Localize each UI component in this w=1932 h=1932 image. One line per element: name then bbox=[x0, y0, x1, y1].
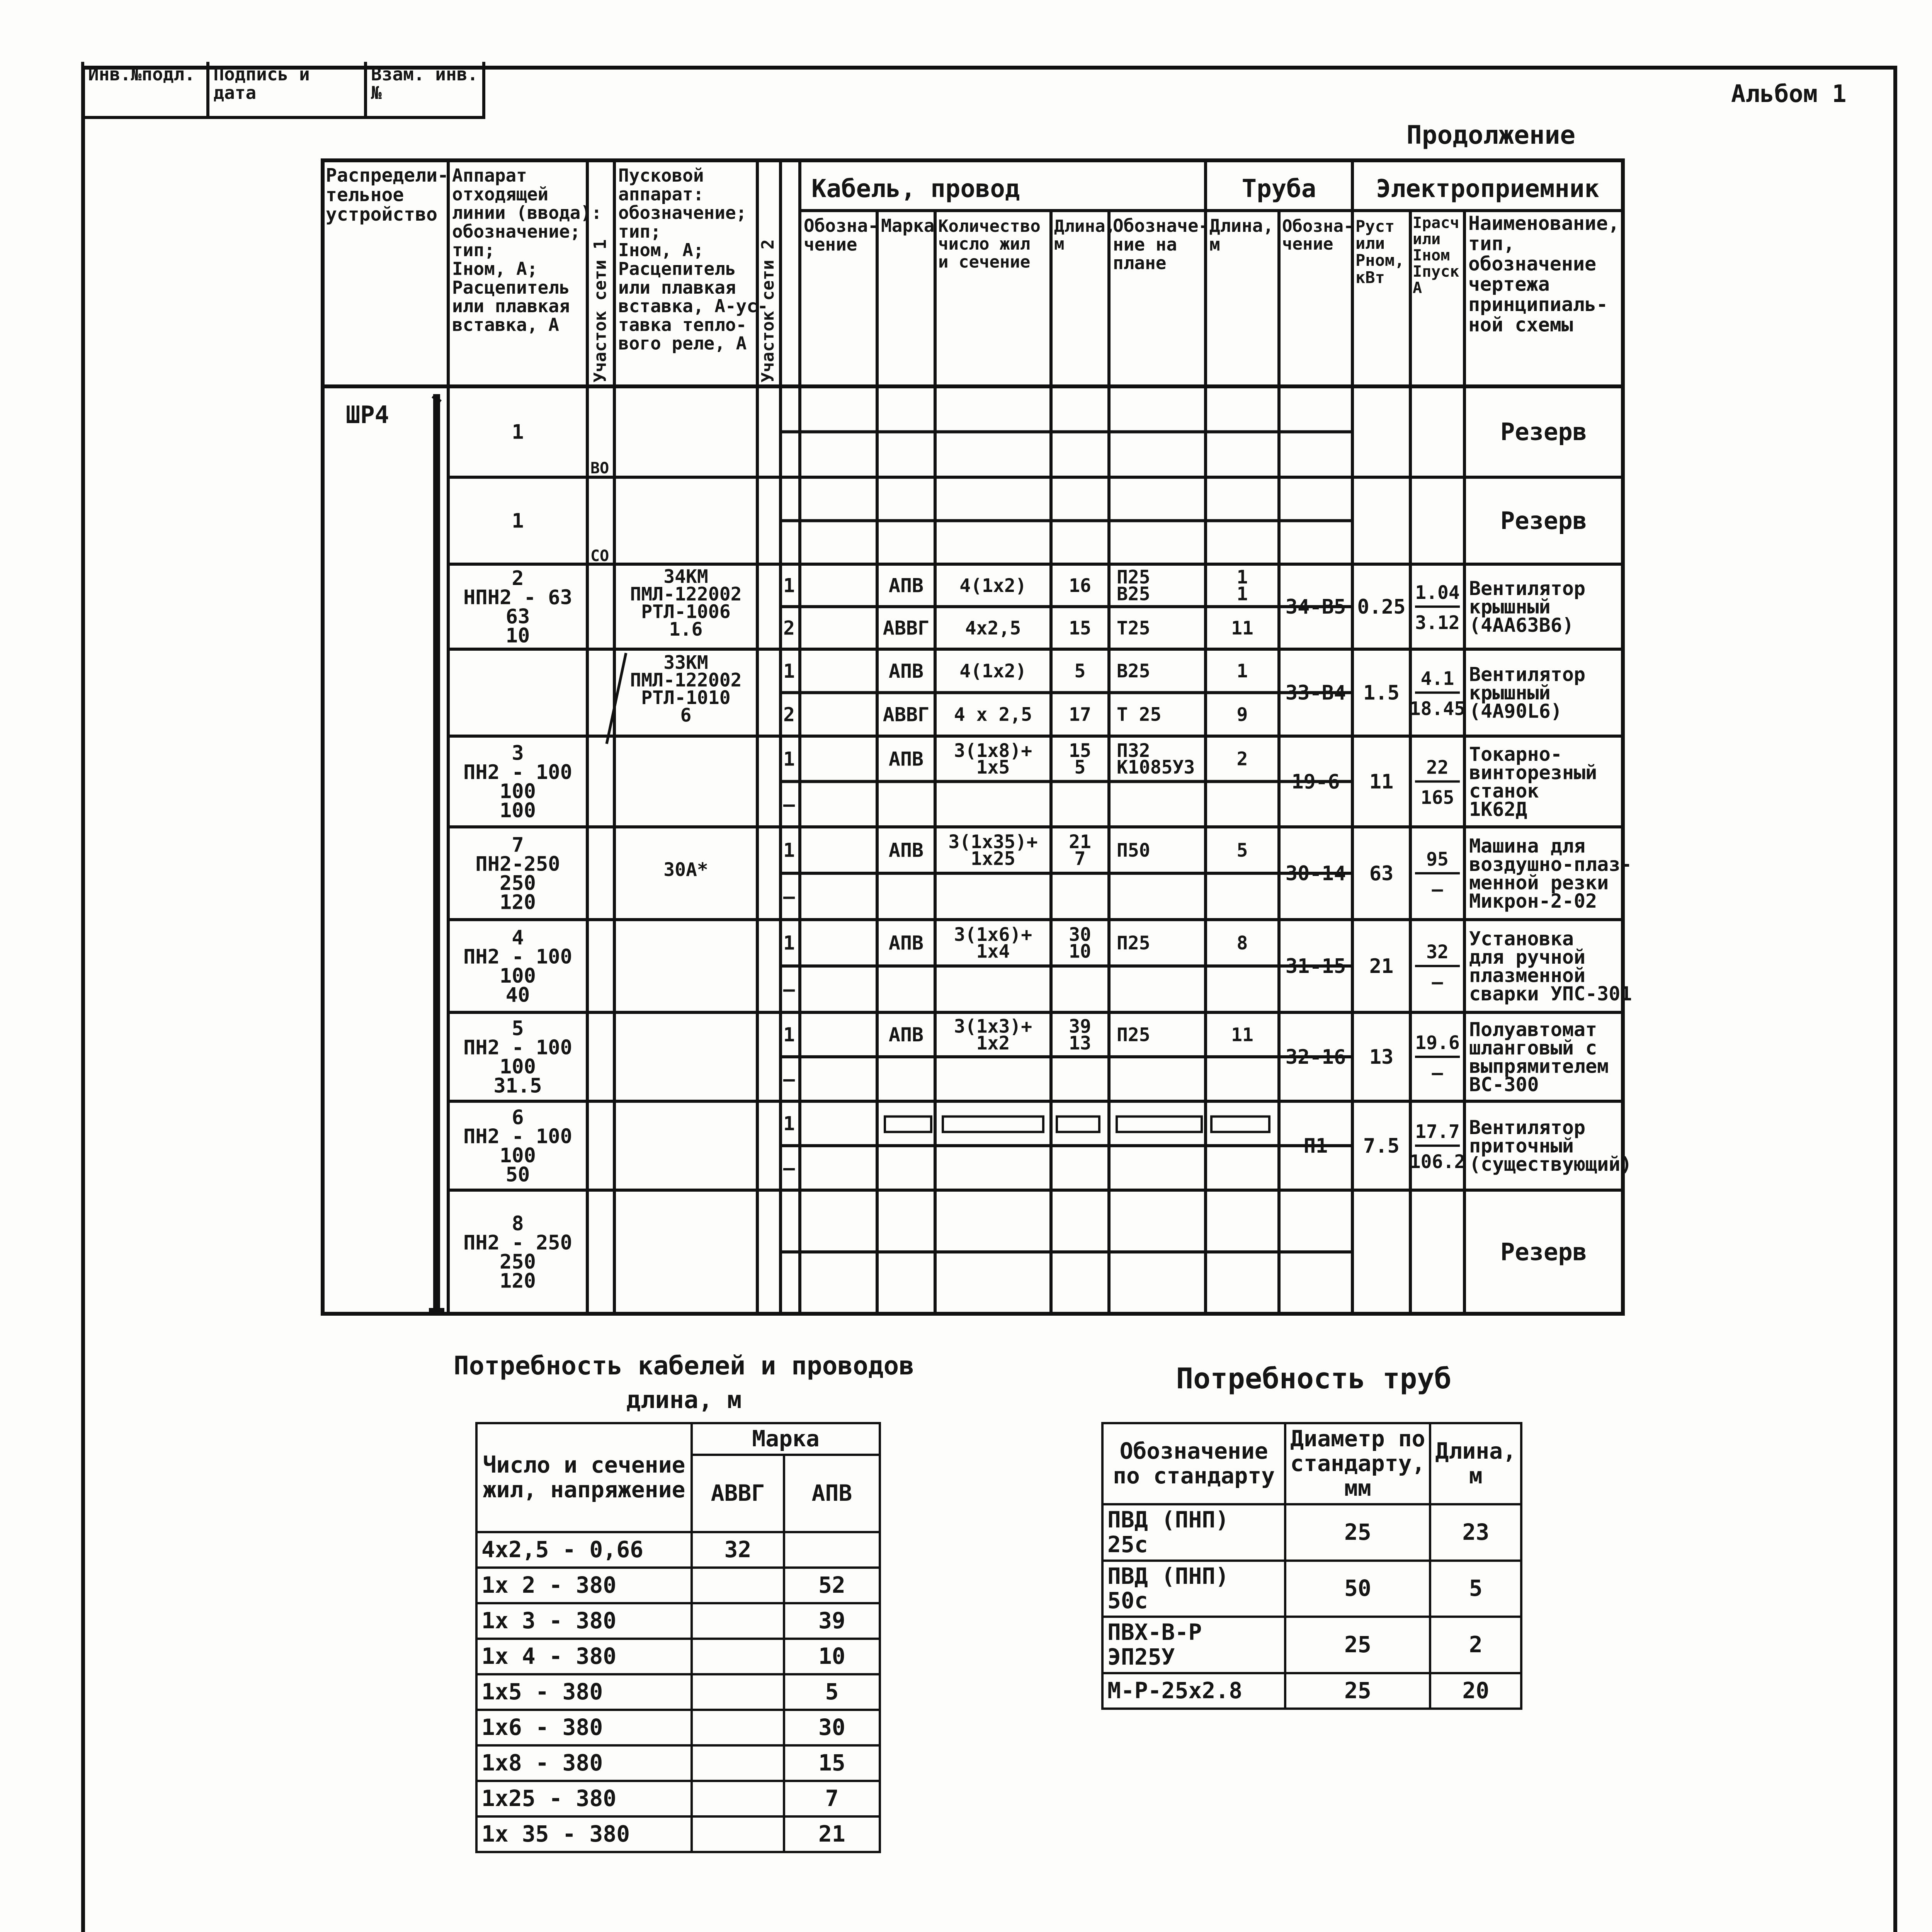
line-mark: АПВ bbox=[888, 660, 924, 682]
line-mark: АВВГ bbox=[883, 617, 930, 639]
pipes-cell-a: ПВХ-В-Р ЭП25У bbox=[1102, 1617, 1285, 1673]
recv-designation: П1 bbox=[1303, 1134, 1328, 1158]
line-count: 3(1х3)+ 1х2 bbox=[954, 1015, 1032, 1054]
recv-current-calc: 95 bbox=[1426, 849, 1449, 870]
recv-current-calc: 4.1 bbox=[1420, 668, 1454, 690]
cables-cell-c: 7 bbox=[784, 1781, 880, 1816]
row-apparatus: 2 НПН2 - 63 63 10 bbox=[463, 567, 572, 648]
stamp-cell-inv: Инв.№подл. bbox=[84, 62, 209, 116]
cables-cell-a: 1х 3 - 380 bbox=[476, 1603, 692, 1639]
pipes-cell-c: 20 bbox=[1430, 1673, 1521, 1709]
line-length: 39 13 bbox=[1069, 1015, 1091, 1054]
line-number: 1 bbox=[783, 1024, 795, 1046]
cables-cell-c: 52 bbox=[784, 1568, 880, 1603]
line-pipe-length: 8 bbox=[1236, 932, 1248, 954]
cables-cell-a: 1х 35 - 380 bbox=[476, 1816, 692, 1852]
recv-designation: 34-В5 bbox=[1285, 595, 1346, 619]
line-count: 3(1х6)+ 1х4 bbox=[954, 924, 1032, 963]
recv-current-calc: 32 bbox=[1426, 941, 1449, 963]
recv-power: 21 bbox=[1369, 955, 1394, 978]
pipes-h-designation: Обозначение по стандарту bbox=[1102, 1423, 1285, 1504]
line-length: 16 bbox=[1069, 575, 1091, 597]
line-pipe: П50 bbox=[1117, 839, 1150, 861]
recv-designation: 31-15 bbox=[1285, 955, 1346, 978]
line-length: 15 5 bbox=[1069, 740, 1091, 779]
line-count: 3(1х35)+ 1х25 bbox=[948, 831, 1038, 870]
line-number: 1 bbox=[783, 839, 795, 862]
recv-name: Вентилятор приточный (существующий) bbox=[1469, 1116, 1632, 1175]
header-cable-designation: Обозна-чение bbox=[804, 215, 879, 255]
recv-current-start: — bbox=[1432, 1062, 1443, 1084]
cables-cell-a: 1х 4 - 380 bbox=[476, 1639, 692, 1674]
cables-cell-a: 4х2,5 - 0,66 bbox=[476, 1532, 692, 1568]
recv-current-start: — bbox=[1432, 879, 1443, 900]
line-count: 4(1х2) bbox=[959, 660, 1027, 682]
line-number: 1 bbox=[783, 748, 795, 770]
recv-designation: 30-14 bbox=[1285, 862, 1346, 886]
row-apparatus: 4 ПН2 - 100 100 40 bbox=[463, 926, 572, 1007]
recv-current-start: 3.12 bbox=[1415, 612, 1460, 634]
cables-cell-a: 1х25 - 380 bbox=[476, 1781, 692, 1816]
line-length: 5 bbox=[1074, 660, 1086, 682]
header-apparatus: Аппарат отходящей линии (ввода): обозначение; тип; Iном, А; Расцепитель или плавкая вставка, А bbox=[452, 165, 602, 335]
line-number: 1 bbox=[783, 660, 795, 682]
recv-name: Токарно-винторезный станок 1К62Д bbox=[1469, 743, 1597, 821]
stamp-cell-vzam: Взам. инв.№ bbox=[371, 64, 478, 104]
line-mark: АПВ bbox=[888, 932, 924, 954]
pipes-h-length: Длина, м bbox=[1430, 1423, 1521, 1504]
header-recv-designation: Обозна-чение bbox=[1282, 216, 1354, 254]
header-receiver-group: Электроприемник bbox=[1376, 175, 1599, 203]
line-pipe-length: 9 bbox=[1236, 704, 1248, 726]
row-apparatus: 6 ПН2 - 100 100 50 bbox=[463, 1106, 572, 1187]
row-apparatus: 1 bbox=[512, 509, 524, 533]
line-number: 2 bbox=[783, 703, 795, 726]
line-pipe: Т 25 bbox=[1117, 704, 1162, 726]
line-pipe: Т25 bbox=[1117, 617, 1150, 639]
recv-name: Резерв bbox=[1500, 1238, 1587, 1266]
header-recv-name: Наименование, тип, обозначение чертежа принципиаль-ной схемы bbox=[1468, 212, 1620, 336]
pipes-h-diameter: Диаметр по стандарту, мм bbox=[1285, 1423, 1430, 1504]
header-section2: Участок сети 2 bbox=[758, 239, 778, 383]
recv-current-start: — bbox=[1432, 971, 1443, 993]
row-starter: 30А* bbox=[663, 859, 708, 881]
line-pipe-length: 5 bbox=[1236, 839, 1248, 861]
recv-name: Установка для ручной плазменной сварки УПС-301 bbox=[1469, 927, 1632, 1005]
line-pipe: П32 К1085У3 bbox=[1117, 740, 1195, 779]
distributor-name: ШР4 bbox=[346, 401, 389, 429]
line-pipe-length: 11 bbox=[1231, 617, 1253, 639]
header-cable-length: Длина, м bbox=[1054, 216, 1116, 254]
album-label: Альбом 1 bbox=[1731, 80, 1847, 108]
line-pipe: П25 В25 bbox=[1117, 566, 1150, 605]
pipes-cell-b: 25 bbox=[1285, 1504, 1430, 1561]
recv-current-calc: 1.04 bbox=[1415, 582, 1460, 604]
header-cable-group: Кабель, провод bbox=[811, 175, 1020, 203]
cables-h-avvg: АВВГ bbox=[692, 1455, 784, 1532]
header-section1: Участок сети 1 bbox=[590, 239, 610, 383]
pipes-cell-b: 25 bbox=[1285, 1673, 1430, 1709]
cables-cell-c: 30 bbox=[784, 1710, 880, 1745]
cables-cell-c: 5 bbox=[784, 1674, 880, 1710]
line-number: 1 bbox=[783, 932, 795, 954]
line-pipe: П25 bbox=[1117, 1024, 1150, 1046]
recv-power: 11 bbox=[1369, 770, 1394, 794]
line-count: 4х2,5 bbox=[965, 617, 1021, 639]
header-distributor: Распредели-тельное устройство bbox=[326, 165, 449, 225]
pipes-cell-c: 5 bbox=[1430, 1561, 1521, 1617]
line-number: – bbox=[783, 885, 795, 908]
line-length: 17 bbox=[1069, 704, 1091, 726]
recv-current-calc: 19.6 bbox=[1415, 1032, 1460, 1054]
recv-name: Резерв bbox=[1500, 418, 1587, 446]
cables-h-apv: АПВ bbox=[784, 1455, 880, 1532]
pipes-cell-b: 25 bbox=[1285, 1617, 1430, 1673]
recv-name: Вентилятор крышный (4А90L6) bbox=[1469, 663, 1586, 723]
line-mark: АВВГ bbox=[883, 703, 930, 726]
pipes-cell-a: ПВД (ПНП) 50с bbox=[1102, 1561, 1285, 1617]
line-number: – bbox=[783, 978, 795, 1001]
line-length: 21 7 bbox=[1069, 831, 1091, 870]
recv-current-calc: 22 bbox=[1426, 757, 1449, 779]
header-recv-power: Руст или Рном, кВт bbox=[1355, 217, 1405, 287]
pipes-cell-b: 50 bbox=[1285, 1561, 1430, 1617]
line-count: 4(1х2) bbox=[959, 575, 1027, 597]
cables-h-count: Число и сечение жил, напряжение bbox=[476, 1423, 692, 1532]
row-apparatus: 1 bbox=[512, 420, 524, 444]
recv-power: 0.25 bbox=[1357, 595, 1406, 619]
header-pipe-length: Длина, м bbox=[1209, 215, 1274, 255]
line-pipe: В25 bbox=[1117, 660, 1150, 682]
line-count: 4 х 2,5 bbox=[954, 704, 1032, 726]
recv-current-start: 18.45 bbox=[1409, 698, 1466, 720]
row-starter: 33КМ ПМЛ-122002 РТЛ-1010 6 bbox=[630, 651, 742, 726]
pipes-cell-a: М-Р-25х2.8 bbox=[1102, 1673, 1285, 1709]
line-pipe-length: 1 1 bbox=[1236, 566, 1248, 605]
recv-designation: 33-В4 bbox=[1285, 681, 1346, 705]
recv-name: Резерв bbox=[1500, 507, 1587, 535]
recv-power: 63 bbox=[1369, 862, 1394, 886]
row-apparatus: 8 ПН2 - 250 250 120 bbox=[463, 1212, 572, 1293]
recv-power: 1.5 bbox=[1363, 681, 1400, 705]
line-number: – bbox=[783, 793, 795, 816]
cables-cell-a: 1х8 - 380 bbox=[476, 1745, 692, 1781]
recv-designation: 19-6 bbox=[1291, 770, 1340, 794]
header-cable-mark: Марка bbox=[881, 215, 935, 236]
recv-current-start: 106.2 bbox=[1409, 1151, 1466, 1173]
cables-h-mark: Марка bbox=[692, 1423, 880, 1455]
line-length: 15 bbox=[1069, 617, 1091, 639]
header-starter: Пусковой аппарат: обозначение; тип; Iном, А; Расцепитель или плавкая вставка, А-ус-тавка тепло-вого реле, А bbox=[618, 165, 768, 354]
recv-power: 13 bbox=[1369, 1046, 1394, 1069]
cables-cell-c: 15 bbox=[784, 1745, 880, 1781]
line-mark: АПВ bbox=[888, 1024, 924, 1046]
line-pipe-length: 11 bbox=[1231, 1024, 1253, 1046]
line-number: 1 bbox=[783, 1112, 795, 1135]
line-length: 30 10 bbox=[1069, 924, 1091, 963]
continuation-label: Продолжение bbox=[1406, 120, 1576, 150]
recv-power: 7.5 bbox=[1363, 1134, 1400, 1158]
cables-cell-c: 39 bbox=[784, 1603, 880, 1639]
section1-mark-vo: ВО bbox=[590, 459, 609, 477]
header-pipe-designation: Обозначе-ние на плане bbox=[1113, 215, 1209, 274]
pipes-cell-c: 23 bbox=[1430, 1504, 1521, 1561]
recv-current-calc: 17.7 bbox=[1415, 1121, 1460, 1143]
pipes-need-title: Потребность труб bbox=[1176, 1362, 1452, 1395]
header-recv-current: Iрасч или Iном Iпуск А bbox=[1413, 214, 1459, 297]
pipes-cell-c: 2 bbox=[1430, 1617, 1521, 1673]
row-apparatus: 3 ПН2 - 100 100 100 bbox=[463, 742, 572, 822]
line-pipe-length: 1 bbox=[1236, 660, 1248, 682]
cables-cell-a: 1х6 - 380 bbox=[476, 1710, 692, 1745]
cables-need-title: Потребность кабелей и проводов bbox=[453, 1351, 915, 1381]
row-starter: 34КМ ПМЛ-122002 РТЛ-1006 1.6 bbox=[630, 566, 742, 641]
row-apparatus: 5 ПН2 - 100 100 31.5 bbox=[463, 1017, 572, 1098]
cables-cell-a: 1х5 - 380 bbox=[476, 1674, 692, 1710]
row-apparatus: 7 ПН2-250 250 120 bbox=[475, 833, 560, 914]
cables-cell-b: 32 bbox=[692, 1532, 784, 1568]
line-mark: АПВ bbox=[888, 748, 924, 770]
line-number: 2 bbox=[783, 617, 795, 639]
line-pipe: П25 bbox=[1117, 932, 1150, 954]
cables-need-subtitle: длина, м bbox=[626, 1386, 742, 1414]
recv-designation: 32-16 bbox=[1285, 1046, 1346, 1069]
pipes-cell-a: ПВД (ПНП) 25с bbox=[1102, 1504, 1285, 1561]
recv-name: Вентилятор крышный (4АА63В6) bbox=[1469, 577, 1586, 636]
line-number: – bbox=[783, 1068, 795, 1090]
section1-mark-so: СО bbox=[590, 547, 609, 565]
line-number: 1 bbox=[783, 574, 795, 597]
cables-cell-c: 21 bbox=[784, 1816, 880, 1852]
line-mark: АПВ bbox=[888, 839, 924, 862]
line-number: – bbox=[783, 1157, 795, 1179]
recv-name: Машина для воздушно-плаз-менной резки Микрон-2-02 bbox=[1469, 835, 1632, 912]
header-cable-count: Количество число жил и сечение bbox=[938, 216, 1041, 272]
stamp-cell-sign: Подпись и дата bbox=[209, 62, 367, 116]
recv-name: Полуавтомат шланговый с выпрямителем ВС-300 bbox=[1469, 1018, 1609, 1096]
cables-cell-a: 1х 2 - 380 bbox=[476, 1568, 692, 1603]
cables-cell-c: 10 bbox=[784, 1639, 880, 1674]
line-pipe-length: 2 bbox=[1236, 748, 1248, 770]
header-pipe-group: Труба bbox=[1242, 175, 1316, 203]
recv-current-start: 165 bbox=[1420, 787, 1454, 809]
line-mark: АПВ bbox=[888, 574, 924, 597]
line-count: 3(1х8)+ 1х5 bbox=[954, 740, 1032, 779]
